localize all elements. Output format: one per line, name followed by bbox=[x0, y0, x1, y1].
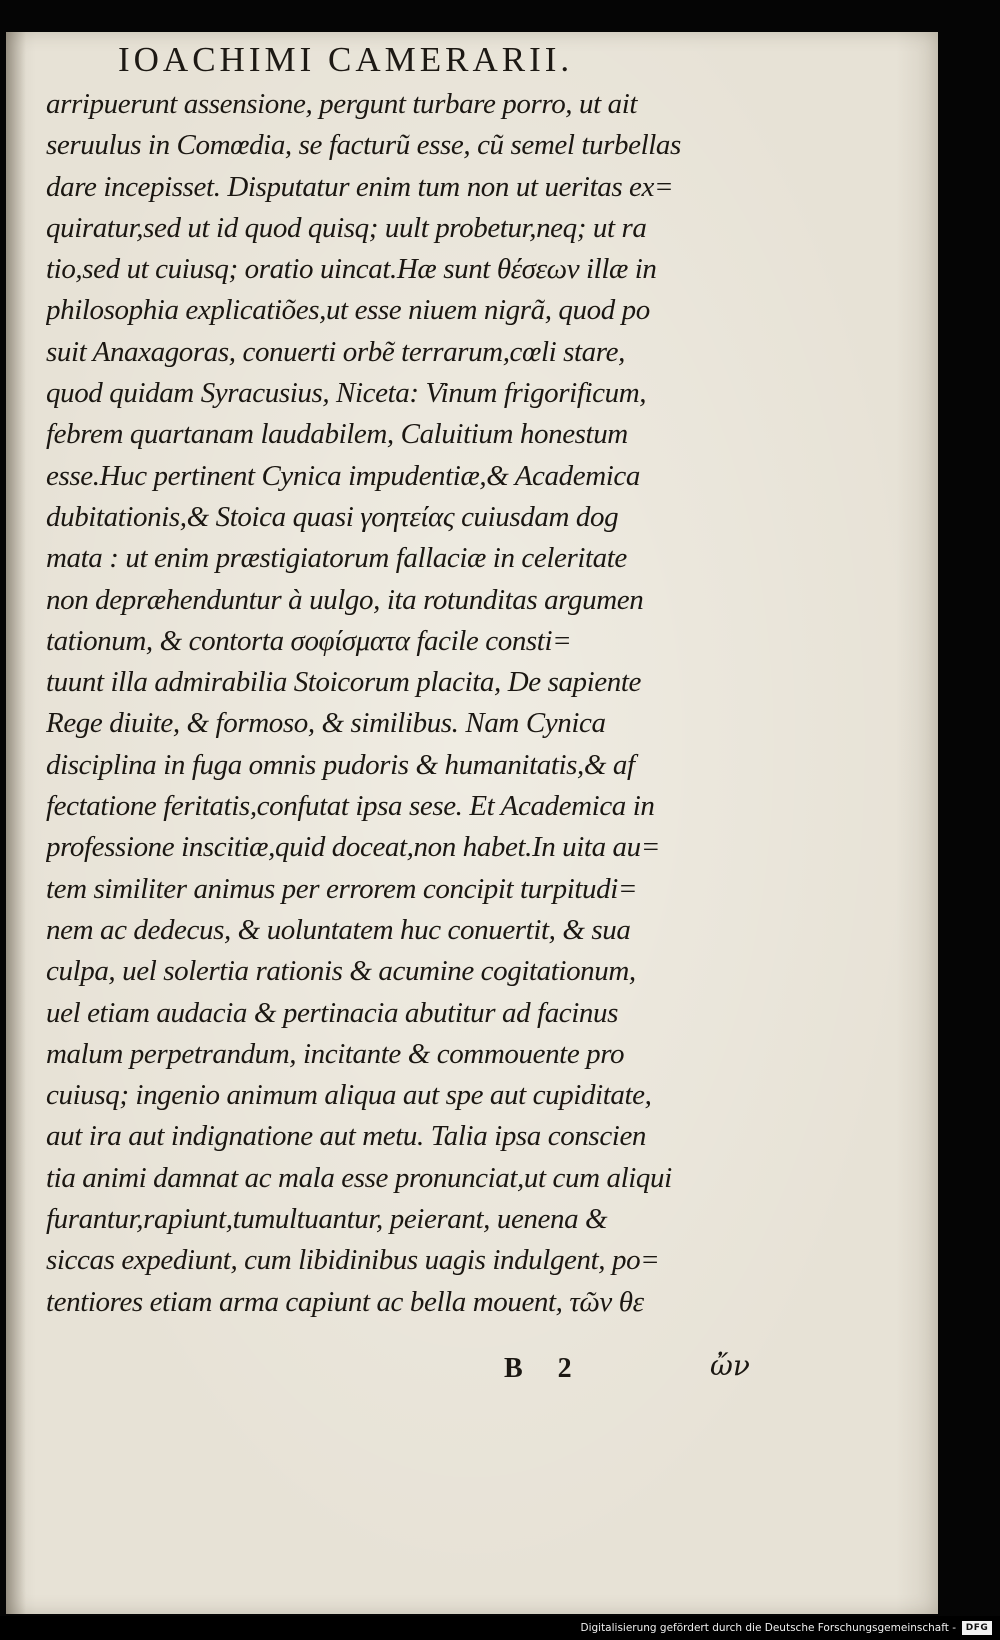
text-line: dubitationis,& Stoica quasi γοητείας cuiusdam dog bbox=[46, 500, 619, 533]
dfg-logo-icon: DFG bbox=[962, 1621, 992, 1635]
text-line: tationum, & contorta σοφίσματα facile consti= bbox=[46, 624, 572, 657]
footer-credit: Digitalisierung gefördert durch die Deutsche Forschungsgemeinschaft - bbox=[580, 1622, 956, 1634]
text-line: quiratur,sed ut id quod quisq; uult probetur,neq; ut ra bbox=[46, 211, 647, 244]
text-line: non depræhenduntur à uulgo, ita rotunditas argumen bbox=[46, 583, 644, 616]
text-line: fectatione feritatis,confutat ipsa sese. Et Academica in bbox=[46, 790, 655, 823]
gutter-shadow bbox=[6, 32, 26, 1614]
text-line: uel etiam audacia & pertinacia abutitur ad facinus bbox=[46, 996, 619, 1029]
text-line: furantur,rapiunt,tumultuantur, peierant, uenena & bbox=[46, 1203, 608, 1236]
text-line: tentiores etiam arma capiunt ac bella mouent, τῶν θε bbox=[46, 1285, 644, 1318]
text-line: quod quidam Syracusius, Niceta: Vinum frigorificum, bbox=[46, 377, 647, 410]
text-line: professione inscitiæ,quid doceat,non habet.In uita au= bbox=[46, 831, 660, 864]
text-line: malum perpetrandum, incitante & commouente pro bbox=[46, 1037, 625, 1070]
text-line: esse.Huc pertinent Cynica impudentiæ,& Academica bbox=[46, 459, 640, 492]
text-line: suit Anaxagoras, conuerti orbẽ terrarum,cœli stare, bbox=[46, 335, 625, 368]
text-line: nem ac dedecus, & uoluntatem huc conuertit, & sua bbox=[46, 913, 631, 946]
text-line: aut ira aut indignatione aut metu. Talia ipsa conscien bbox=[46, 1120, 647, 1153]
text-line: dare incepisset. Disputatur enim tum non ut ueritas ex= bbox=[46, 170, 674, 203]
body-text bbox=[46, 84, 786, 1323]
text-line: cuiusq; ingenio animum aliqua aut spe aut cupiditate, bbox=[46, 1079, 652, 1112]
text-line: Rege diuite, & formoso, & similibus. Nam Cynica bbox=[46, 707, 606, 740]
text-line: febrem quartanam laudabilem, Caluitium honestum bbox=[46, 418, 628, 451]
signature-mark: B 2 bbox=[504, 1353, 586, 1384]
text-line: tio,sed ut cuiusq; oratio uincat.Hæ sunt θέσεων illæ in bbox=[46, 253, 657, 286]
running-head: IOACHIMI CAMERARII. bbox=[118, 40, 574, 79]
text-line: disciplina in fuga omnis pudoris & humanitatis,& af bbox=[46, 748, 635, 781]
text-line: culpa, uel solertia rationis & acumine cogitationum, bbox=[46, 955, 636, 988]
catchword: ὤν bbox=[710, 1349, 750, 1382]
text-line: siccas expediunt, cum libidinibus uagis indulgent, po= bbox=[46, 1244, 660, 1277]
text-line: mata : ut enim præstigiatorum fallaciæ in celeritate bbox=[46, 542, 627, 575]
text-line: philosophia explicatiões,ut esse niuem nigrã, quod po bbox=[46, 294, 650, 327]
text-line: tia animi damnat ac mala esse pronunciat,ut cum aliqui bbox=[46, 1161, 672, 1194]
text-line: arripuerunt assensione, pergunt turbare porro, ut ait bbox=[46, 88, 638, 120]
text-line: seruulus in Comœdia, se facturũ esse, cũ semel turbellas bbox=[46, 129, 681, 162]
text-line: tem similiter animus per errorem concipit turpitudi= bbox=[46, 872, 638, 905]
text-line: tuunt illa admirabilia Stoicorum placita, De sapiente bbox=[46, 666, 642, 699]
